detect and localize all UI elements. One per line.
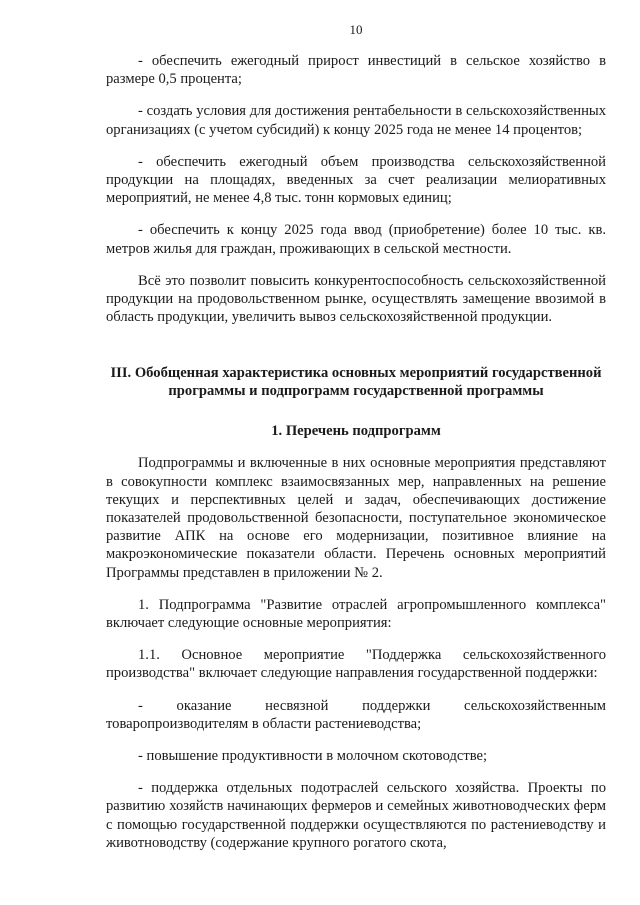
paragraph-investment-growth: - обеспечить ежегодный прирост инвестиций в сельское хозяйство в размере 0,5 процента; — [106, 53, 606, 88]
paragraph-housing: - обеспечить к концу 2025 года ввод (приобретение) более 10 тыс. кв. метров жилья для граждан, проживающих в сельской местности. — [106, 222, 606, 257]
paragraph-profitability: - создать условия для достижения рентабельности в сельскохозяйственных организациях (с учетом субсидий) к концу 2025 года не менее 14 процентов; — [106, 103, 606, 138]
paragraph-crop-support: - оказание несвязной поддержки сельскохозяйственным товаропроизводителям в области растениеводства; — [106, 697, 606, 732]
paragraph-subsector-support: - поддержка отдельных подотраслей сельского хозяйства. Проекты по развитию хозяйств начинающих фермеров и семейных животноводческих ферм с помощью государственной поддержки осуществляются по растениеводству и животноводству (содержание крупного рогатого скота, — [106, 780, 606, 851]
paragraph-competitiveness: Всё это позволит повысить конкурентоспособность сельскохозяйственной продукции на продовольственном рынке, осуществлять замещение ввозимой в область продукции, увеличить вывоз сельскохозяйственной продукции. — [106, 272, 606, 326]
paragraph-subprogram-1: 1. Подпрограмма "Развитие отраслей агропромышленного комплекса" включает следующие основные мероприятия: — [106, 596, 606, 632]
page-number: 10 — [349, 22, 363, 37]
paragraph-dairy-productivity: - повышение продуктивности в молочном скотоводстве; — [138, 748, 488, 765]
paragraph-measure-1-1: 1.1. Основное мероприятие "Поддержка сельскохозяйственного производства" включает следующие направления государственной поддержки: — [106, 647, 606, 682]
paragraph-production-volume: - обеспечить ежегодный объем производства сельскохозяйственной продукции на площадях, введенных за счет реализации мелиоративных мероприятий, не менее 4,8 тыс. тонн кормовых единиц; — [106, 153, 606, 207]
subsection-title: 1. Перечень подпрограмм — [271, 423, 441, 440]
section-heading: III. Обобщенная характеристика основных мероприятий государственной программы и подпрограмм государственной программы — [110, 365, 602, 400]
paragraph-subprograms-overview: Подпрограммы и включенные в них основные мероприятия представляют в совокупности комплекс взаимосвязанных мер, направленных на решение текущих и перспективных целей и задач, обеспечивающих достижение показателей продовольственной безопасности, поступательное экономическое развитие АПК на основе его модернизации, позитивное влияние на макроэкономические показатели области. Перечень основных мероприятий Программы представлен в приложении № 2. — [106, 455, 606, 581]
